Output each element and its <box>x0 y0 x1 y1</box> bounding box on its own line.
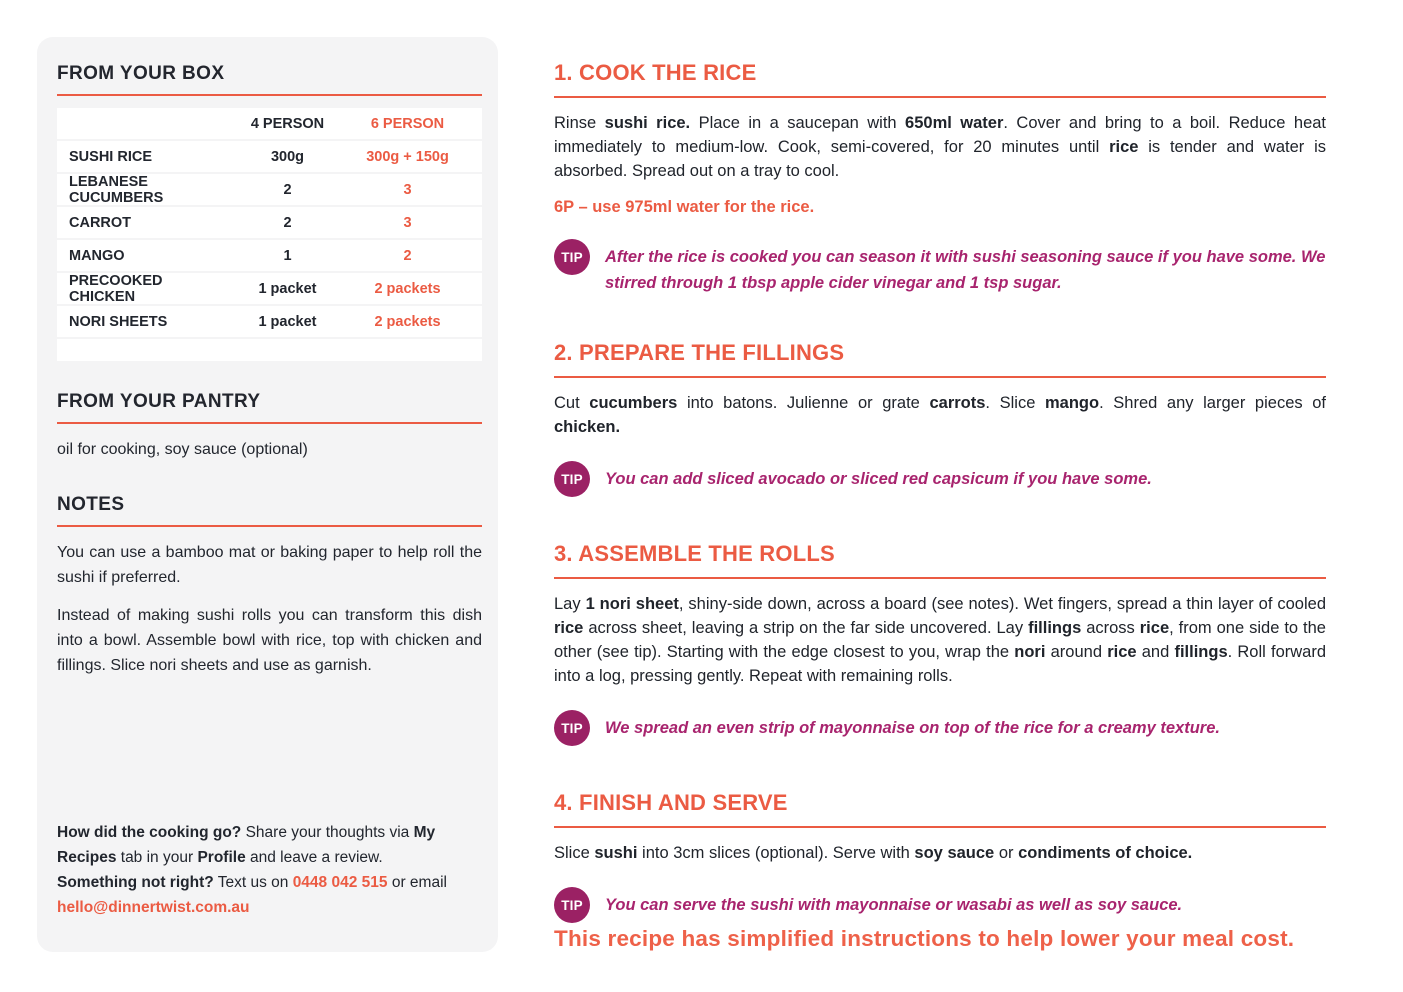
text-segment: rice <box>1107 643 1137 661</box>
text-segment: sushi <box>594 844 638 862</box>
step-2-section <box>554 340 1326 497</box>
text-segment: across <box>1081 619 1140 637</box>
text-segment: Share your thoughts via <box>241 824 414 841</box>
text-segment: sushi rice. <box>604 114 691 132</box>
tip-text: After the rice is cooked you can season it with sushi seasoning sauce if you have some. We stirred through 1 tbsp apple cider vinegar and 1 tsp sugar. <box>605 248 1326 292</box>
table-row <box>57 273 482 304</box>
qty-6-person: 2 packets <box>374 313 441 330</box>
step-4-title: 4. FINISH AND SERVE <box>554 790 1326 828</box>
phone-link[interactable]: 0448 042 515 <box>292 874 388 891</box>
text-segment: My Recipes <box>57 824 436 866</box>
tip-badge: TIP <box>554 710 590 746</box>
table-filler-row <box>57 339 482 361</box>
text-segment: and leave a review. <box>245 849 383 866</box>
text-segment: condiments of choice. <box>1018 844 1193 862</box>
ingredients-sidebar <box>37 37 498 952</box>
table-row <box>57 306 482 337</box>
ingredient-name: CARROT <box>69 214 132 231</box>
step-2-body <box>554 391 1326 439</box>
text-segment: How did the cooking go? <box>57 824 242 841</box>
step-1-6p-note: 6P – use 975ml water for the rice. <box>554 198 815 216</box>
from-your-pantry-title: FROM YOUR PANTRY <box>57 391 482 424</box>
step-4-section <box>554 790 1326 923</box>
text-segment: . Shred any larger pieces of <box>1099 394 1326 412</box>
text-segment: into batons. Julienne or grate <box>677 394 930 412</box>
header-4-person: 4 PERSON <box>250 115 325 132</box>
text-segment: across sheet, leaving a strip on the far side uncovered. Lay <box>583 619 1029 637</box>
ingredients-table <box>57 108 482 361</box>
step-2-tip <box>554 461 1326 497</box>
text-segment: Slice <box>554 844 595 862</box>
text-segment: 1 nori sheet <box>585 595 679 613</box>
step-1-title: 1. COOK THE RICE <box>554 60 1326 98</box>
instructions-column <box>554 0 1326 923</box>
feedback-footer <box>57 820 482 920</box>
qty-6-person: 3 <box>403 214 412 231</box>
qty-4-person: 1 packet <box>258 313 317 330</box>
qty-6-person: 2 <box>403 247 412 264</box>
text-segment: soy sauce <box>914 844 995 862</box>
email-link[interactable]: hello@dinnertwist.com.au <box>57 899 250 916</box>
step-3-tip <box>554 710 1326 746</box>
ingredient-name: MANGO <box>69 247 125 264</box>
text-segment: fillings <box>1028 619 1082 637</box>
tip-badge: TIP <box>554 239 590 275</box>
tip-badge: TIP <box>554 887 590 923</box>
text-segment: Cut <box>554 394 590 412</box>
qty-4-person: 1 packet <box>258 280 317 297</box>
text-segment: . Cover and bring to a boil. Reduce heat immediately to medium-low. Cook, semi-covered, for 20 minutes until <box>554 114 1326 156</box>
text-segment: or <box>994 844 1019 862</box>
step-4-body <box>554 841 1326 865</box>
table-row <box>57 141 482 172</box>
text-segment: mango <box>1045 394 1100 412</box>
text-segment: Lay <box>554 595 586 613</box>
text-segment: Text us on <box>213 874 293 891</box>
text-segment: nori <box>1014 643 1046 661</box>
qty-6-person: 300g + 150g <box>366 148 449 165</box>
text-segment: Profile <box>197 849 246 866</box>
text-segment: . Slice <box>985 394 1045 412</box>
step-4-tip <box>554 887 1326 923</box>
notes-section <box>57 494 482 678</box>
simplified-recipe-banner: This recipe has simplified instructions to help lower your meal cost. <box>554 926 1295 951</box>
qty-4-person: 2 <box>283 214 292 231</box>
pantry-section <box>57 391 482 462</box>
ingredient-name: PRECOOKED CHICKEN <box>69 272 163 305</box>
notes-paragraph: Instead of making sushi rolls you can transform this dish into a bowl. Assemble bowl with rice, top with chicken and fillings. Slice nori sheets and use as garnish. <box>57 607 482 674</box>
text-segment: fillings <box>1174 643 1228 661</box>
text-segment: or email <box>387 874 447 891</box>
step-3-title: 3. ASSEMBLE THE ROLLS <box>554 541 1326 579</box>
notes-title: NOTES <box>57 494 482 527</box>
ingredient-name: NORI SHEETS <box>69 313 168 330</box>
table-row <box>57 207 482 238</box>
table-header-row <box>57 108 482 139</box>
qty-4-person: 2 <box>283 181 292 198</box>
qty-4-person: 300g <box>270 148 305 165</box>
step-3-body <box>554 592 1326 688</box>
text-segment: rice <box>1109 138 1139 156</box>
ingredient-name: SUSHI RICE <box>69 148 152 165</box>
text-segment: cucumbers <box>589 394 678 412</box>
text-segment: into 3cm slices (optional). Serve with <box>637 844 915 862</box>
text-segment: , shiny-side down, across a board (see notes). Wet fingers, spread a thin layer of cooled <box>678 595 1327 613</box>
text-segment: Rinse <box>554 114 605 132</box>
header-6-person: 6 PERSON <box>370 115 445 132</box>
text-segment: 650ml water <box>905 114 1004 132</box>
ingredient-name: LEBANESE CUCUMBERS <box>69 173 164 206</box>
pantry-text: oil for cooking, soy sauce (optional) <box>57 441 308 458</box>
text-segment: , from one side to the other (see tip). Starting with the edge closest to you, wrap the <box>554 619 1326 661</box>
text-segment: and <box>1136 643 1175 661</box>
qty-4-person: 1 <box>283 247 292 264</box>
text-segment: chicken. <box>554 418 621 436</box>
text-segment: is tender and water is absorbed. Spread out on a tray to cool. <box>554 138 1326 180</box>
text-segment: rice <box>554 619 584 637</box>
tip-text: You can add sliced avocado or sliced red capsicum if you have some. <box>605 470 1152 488</box>
text-segment: Something not right? <box>57 874 214 891</box>
step-1-tip <box>554 239 1326 296</box>
step-1-section <box>554 60 1326 296</box>
text-segment: rice <box>1139 619 1170 637</box>
text-segment: Place in a saucepan with <box>690 114 906 132</box>
table-row <box>57 174 482 205</box>
text-segment: . Roll forward into a log, pressing gently. Repeat with remaining rolls. <box>554 643 1327 685</box>
step-2-title: 2. PREPARE THE FILLINGS <box>554 340 1326 378</box>
text-segment: carrots <box>929 394 986 412</box>
tip-badge: TIP <box>554 461 590 497</box>
notes-paragraph: You can use a bamboo mat or baking paper to help roll the sushi if preferred. <box>57 544 482 586</box>
step-1-body <box>554 111 1326 183</box>
qty-6-person: 2 packets <box>374 280 441 297</box>
text-segment: tab in your <box>116 849 198 866</box>
tip-text: You can serve the sushi with mayonnaise or wasabi as well as soy sauce. <box>605 896 1183 914</box>
text-segment: around <box>1045 643 1108 661</box>
table-row <box>57 240 482 271</box>
from-your-box-title: FROM YOUR BOX <box>57 63 482 96</box>
tip-text: We spread an even strip of mayonnaise on top of the rice for a creamy texture. <box>605 719 1220 737</box>
step-3-section <box>554 541 1326 746</box>
qty-6-person: 3 <box>403 181 412 198</box>
